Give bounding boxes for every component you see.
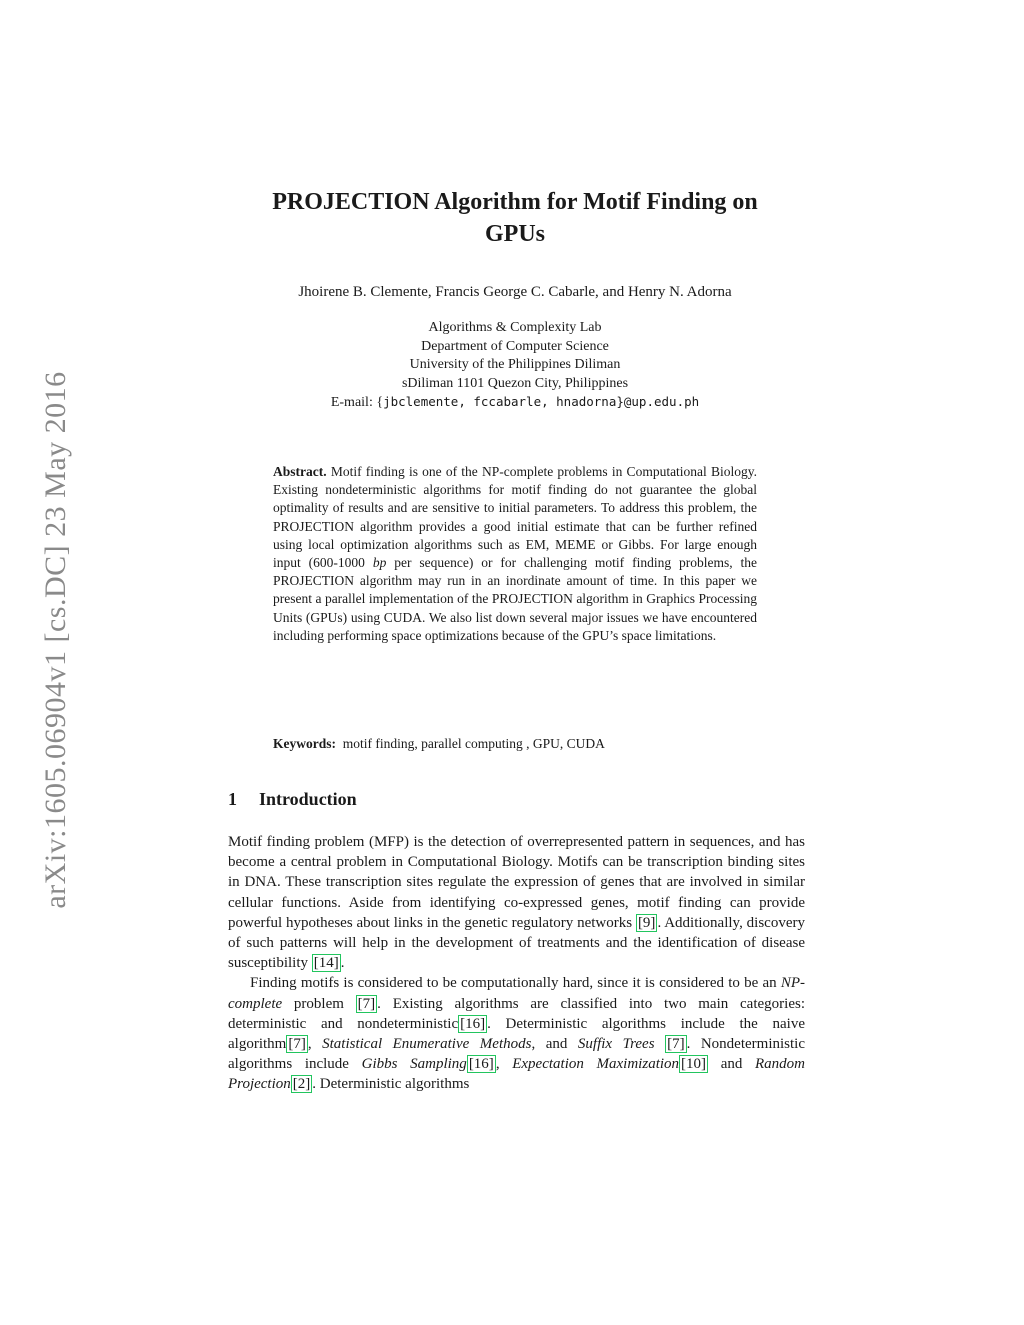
affiliation-university: University of the Philippines Diliman <box>409 357 621 372</box>
paragraph-text: Motif finding problem (MFP) is the detection of overrepresented pattern in sequences, and has become a central problem in Computational Biology. Motifs can be transcription binding sites in DNA. These transcription sites regulate the expression of genes that are involved in similar cellular functions. Aside from identifying co-expressed genes, motif finding can provide powerful hypotheses about links in the genetic regulatory networks <box>228 834 805 931</box>
paragraph-text: and <box>708 1056 756 1073</box>
italic-term: NP-complete <box>228 975 805 1012</box>
email-names: jbclemente, fccabarle, hnadorna <box>383 394 617 409</box>
paragraph <box>228 973 805 1094</box>
paragraph-text: . Deterministic algorithms include the naive algorithm <box>228 1015 805 1053</box>
email-suffix: }@up.edu.ph <box>616 394 700 409</box>
paragraph-text: Finding motifs is considered to be computationally hard, since it is considered to be an <box>250 975 781 992</box>
citation-link[interactable]: [10] <box>681 1056 707 1073</box>
paragraph-text: . <box>340 955 345 972</box>
citation-link[interactable]: [7] <box>667 1036 685 1053</box>
italic-term: Suffix Trees <box>577 1036 655 1053</box>
paper-title <box>215 186 815 250</box>
abstract <box>273 463 757 645</box>
citation-link[interactable]: [2] <box>292 1076 311 1093</box>
affiliation-address: sDiliman 1101 Quezon City, Philippines <box>401 375 629 391</box>
affiliation-lab: Algorithms & Complexity Lab <box>428 320 602 335</box>
paragraph-text: , and <box>531 1036 578 1053</box>
affiliation-email <box>215 393 815 413</box>
author-list: Jhoirene B. Clemente, Francis George C. Cabarle, and Henry N. Adorna <box>298 284 732 300</box>
section-number: 1 <box>228 789 237 809</box>
italic-term: Random Projection <box>228 1056 806 1093</box>
email-prefix: E-mail: { <box>330 395 384 410</box>
abstract-label: Abstract. <box>273 464 327 479</box>
abstract-text-1: Motif finding is one of the NP-complete problems in Computational Biology. Existing nondeterministic algorithms for motif finding do not guarantee the global optimality of results and are sensitive to initial parameters. To address this problem, the PROJECTION algorithm provides a good initial estimate that can be further refined using local optimization algorithms such as EM, MEME or Gibbs. For large enough input (600-1000 <box>273 464 758 571</box>
introduction-body <box>228 832 805 1095</box>
affiliation-block <box>215 319 815 413</box>
paragraph-text: , <box>307 1036 323 1053</box>
citation-link[interactable]: [7] <box>288 1036 306 1053</box>
paragraph <box>228 832 805 973</box>
section-heading <box>228 789 357 810</box>
abstract-text-italic: bp <box>372 555 387 571</box>
citation-link[interactable]: [16] <box>468 1056 494 1073</box>
citation-link[interactable]: [9] <box>637 914 656 931</box>
keywords <box>273 736 757 752</box>
paragraph-text <box>655 1036 666 1052</box>
italic-term: Expectation Maximization <box>512 1056 680 1073</box>
italic-term: Statistical Enumerative Methods <box>322 1036 532 1053</box>
paragraph-text: . Nondeterministic algorithms include <box>228 1036 805 1073</box>
paragraph-text: , <box>495 1056 513 1073</box>
title-line-1: PROJECTION Algorithm for Motif Finding on <box>272 189 758 215</box>
paragraph-text: . Additionally, discovery of such patterns will help in the development of treatments and the identification of disease susceptibility <box>228 914 805 972</box>
citation-link[interactable]: [7] <box>357 995 376 1012</box>
citation-link[interactable]: [16] <box>460 1015 486 1032</box>
affiliation-department: Department of Computer Science <box>421 338 609 354</box>
citation-link[interactable]: [14] <box>313 955 339 972</box>
keywords-text: motif finding, parallel computing , GPU, CUDA <box>342 736 605 751</box>
italic-term: Gibbs Sampling <box>361 1056 467 1073</box>
section-title: Introduction <box>259 789 357 809</box>
paragraph-text: . Deterministic algorithms <box>312 1076 470 1093</box>
title-line-2: GPUs <box>485 221 545 247</box>
arxiv-identifier: arXiv:1605.06904v1 [cs.DC] 23 May 2016 <box>39 371 72 909</box>
keywords-label: Keywords: <box>273 736 336 751</box>
abstract-text-2: per sequence) or for challenging motif finding problems, the PROJECTION algorithm may run in an inordinate amount of time. In this paper we present a parallel implementation of the PROJECTION algorithm in Graphics Processing Units (GPUs) using CUDA. We also list down several major issues we have encountered including performing space optimizations because of the GPU’s space limitations. <box>273 555 757 643</box>
paragraph-text: problem <box>282 995 356 1012</box>
paragraph-text: . Existing algorithms are classified into two main categories: deterministic and nondeterministic <box>228 995 805 1032</box>
